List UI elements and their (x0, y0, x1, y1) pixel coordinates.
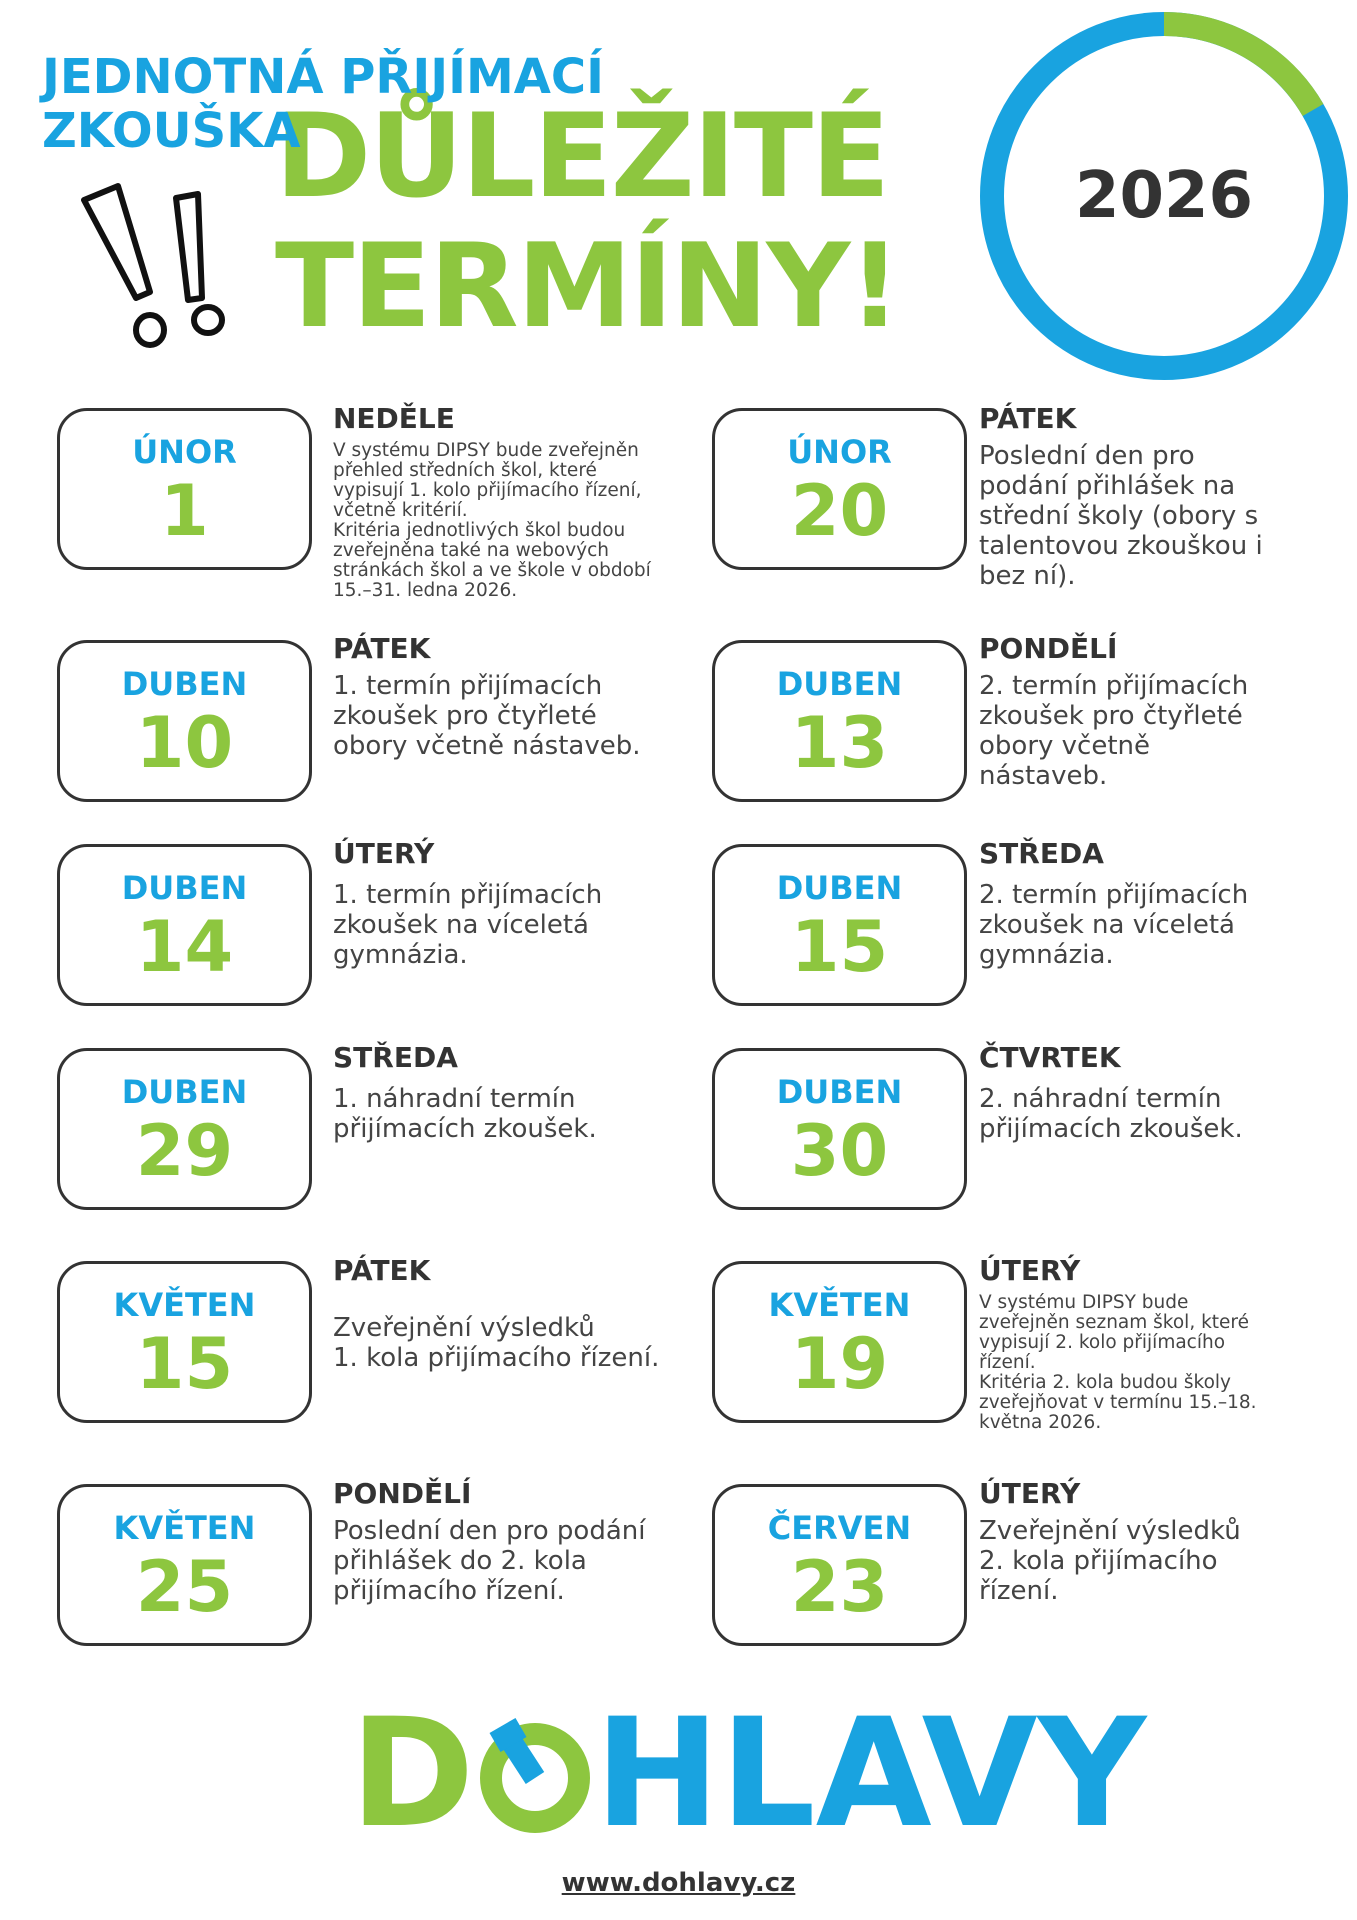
description-line: 2. náhradní termín (979, 1084, 1222, 1114)
event-description (333, 1084, 693, 1144)
date-card (712, 1261, 967, 1423)
description-line: zkoušek na víceletá (979, 910, 1235, 940)
event-description (979, 671, 1339, 791)
description-line: vypisují 2. kolo přijímacího (979, 1332, 1226, 1353)
description-line: 2. kola přijímacího (979, 1546, 1218, 1576)
event-info (979, 838, 1339, 970)
description-line: talentovou zkouškou i (979, 531, 1263, 561)
description-line: přijímacích zkoušek. (333, 1114, 597, 1144)
date-card (57, 640, 312, 802)
description-line: Poslední den pro podání (333, 1516, 646, 1546)
event-weekday: STŘEDA (979, 837, 1104, 870)
event-weekday: PONDĚLÍ (333, 1477, 472, 1510)
event-info (979, 1042, 1339, 1144)
description-line: zkoušek pro čtyřleté (333, 701, 597, 731)
logo-letter-d: D (350, 1687, 475, 1861)
date-day: 25 (135, 1546, 234, 1628)
description-line: bez ní). (979, 561, 1076, 591)
date-month: KVĚTEN (113, 1509, 256, 1547)
event-info (333, 1042, 693, 1144)
event-info (333, 1255, 693, 1373)
description-line: gymnázia. (333, 940, 468, 970)
date-day: 29 (135, 1110, 234, 1192)
date-month: KVĚTEN (113, 1286, 256, 1324)
event-description (333, 1516, 693, 1606)
event-info (333, 1478, 693, 1606)
description-line: 1. kola přijímacího řízení. (333, 1343, 660, 1373)
event-info (979, 633, 1339, 791)
event-info (979, 403, 1339, 591)
event-weekday: PONDĚLÍ (979, 632, 1118, 665)
description-line: Poslední den pro (979, 441, 1195, 471)
event-weekday: STŘEDA (333, 1041, 458, 1074)
event-weekday: PÁTEK (333, 632, 431, 665)
description-line: V systému DIPSY bude zveřejněn (333, 440, 639, 461)
description-line: Zveřejnění výsledků (979, 1516, 1241, 1546)
title-line-2: TERMÍNY! (275, 219, 900, 354)
description-line: obory včetně nástaveb. (333, 731, 641, 761)
event-info (979, 1478, 1339, 1606)
description-line: zveřejněn seznam škol, které (979, 1312, 1250, 1333)
date-day: 30 (790, 1110, 889, 1192)
description-line: řízení. (979, 1576, 1059, 1606)
date-day: 13 (790, 702, 889, 784)
date-day: 10 (135, 702, 234, 784)
date-day: 15 (790, 906, 889, 988)
event-info (979, 1255, 1339, 1433)
description-line: zveřejněna také na webových (333, 540, 610, 561)
description-line: podání přihlášek na (979, 471, 1236, 501)
event-info (333, 403, 693, 601)
description-line: Kritéria 2. kola budou školy (979, 1372, 1231, 1393)
date-month: ČERVEN (767, 1509, 912, 1547)
date-month: DUBEN (776, 1073, 903, 1111)
date-card (57, 408, 312, 570)
footer-url-link[interactable]: www.dohlavy.cz (561, 1868, 796, 1898)
date-month: ÚNOR (787, 433, 892, 471)
date-card (712, 408, 967, 570)
logo-text-hlavy: HLAVY (594, 1687, 1147, 1861)
header-subtitle (42, 50, 604, 158)
date-card (712, 844, 967, 1006)
exclamation-marks-icon (78, 180, 248, 355)
description-line: střední školy (obory s (979, 501, 1259, 531)
date-day: 14 (135, 906, 234, 988)
event-weekday: NEDĚLE (333, 402, 455, 435)
date-card (712, 1484, 967, 1646)
description-line: nástaveb. (979, 761, 1108, 791)
description-line: zkoušek pro čtyřleté (979, 701, 1243, 731)
description-line: včetně kritérií. (333, 500, 468, 521)
event-description (333, 880, 693, 970)
date-day: 15 (135, 1323, 234, 1405)
description-line: Zveřejnění výsledků (333, 1313, 595, 1343)
description-line: 1. termín přijímacích (333, 671, 603, 701)
description-line: stránkách škol a ve škole v období (333, 560, 651, 581)
subtitle-line-2: ZKOUŠKA (42, 103, 301, 159)
event-description (979, 1293, 1339, 1433)
description-line: zkoušek na víceletá (333, 910, 589, 940)
description-line: obory včetně (979, 731, 1151, 761)
clock-o-icon (475, 1712, 595, 1837)
date-card (57, 1484, 312, 1646)
event-weekday: PÁTEK (979, 402, 1077, 435)
description-line: 1. náhradní termín (333, 1084, 576, 1114)
description-line: 15.–31. ledna 2026. (333, 580, 518, 601)
description-line: gymnázia. (979, 940, 1114, 970)
date-month: DUBEN (776, 869, 903, 907)
description-line: V systému DIPSY bude (979, 1292, 1189, 1313)
date-month: ÚNOR (132, 433, 237, 471)
date-month: DUBEN (121, 1073, 248, 1111)
event-description (333, 441, 693, 601)
event-description (979, 1084, 1339, 1144)
event-weekday: ČTVRTEK (979, 1041, 1121, 1074)
date-card (712, 1048, 967, 1210)
event-description (979, 441, 1339, 591)
description-line: vypisují 1. kolo přijímacího řízení, (333, 480, 642, 501)
date-day: 23 (790, 1546, 889, 1628)
date-day: 19 (790, 1323, 889, 1405)
date-day: 20 (790, 470, 889, 552)
event-weekday: ÚTERÝ (979, 1477, 1081, 1510)
date-card (57, 1261, 312, 1423)
event-info (333, 633, 693, 761)
date-card (57, 1048, 312, 1210)
brand-logo (350, 1687, 1147, 1861)
description-line: Kritéria jednotlivých škol budou (333, 520, 626, 541)
date-month: DUBEN (121, 665, 248, 703)
description-line: řízení. (979, 1352, 1036, 1373)
date-card (712, 640, 967, 802)
title-line-1: DŮLEŽITÉ (275, 89, 889, 224)
date-day: 1 (160, 470, 209, 552)
date-month: DUBEN (121, 869, 248, 907)
description-line: 2. termín přijímacích (979, 671, 1249, 701)
description-line: 1. termín přijímacích (333, 880, 603, 910)
event-info (333, 838, 693, 970)
description-line: zveřejňovat v termínu 15.–18. (979, 1392, 1257, 1413)
event-weekday: ÚTERÝ (979, 1254, 1081, 1287)
description-line: přijímacích zkoušek. (979, 1114, 1243, 1144)
date-card (57, 844, 312, 1006)
description-line: přihlášek do 2. kola (333, 1546, 587, 1576)
event-weekday: PÁTEK (333, 1254, 431, 1287)
event-weekday: ÚTERÝ (333, 837, 435, 870)
description-line: 2. termín přijímacích (979, 880, 1249, 910)
description-line: přijímacího řízení. (333, 1576, 565, 1606)
date-month: DUBEN (776, 665, 903, 703)
subtitle-line-1: JEDNOTNÁ PŘIJÍMACÍ (42, 49, 604, 105)
event-description (979, 1516, 1339, 1606)
event-description (979, 880, 1339, 970)
year-label: 2026 (1074, 159, 1254, 233)
event-description (333, 671, 693, 761)
description-line: května 2026. (979, 1412, 1102, 1433)
event-description (333, 1313, 693, 1373)
date-month: KVĚTEN (768, 1286, 911, 1324)
description-line: přehled středních škol, které (333, 460, 597, 481)
